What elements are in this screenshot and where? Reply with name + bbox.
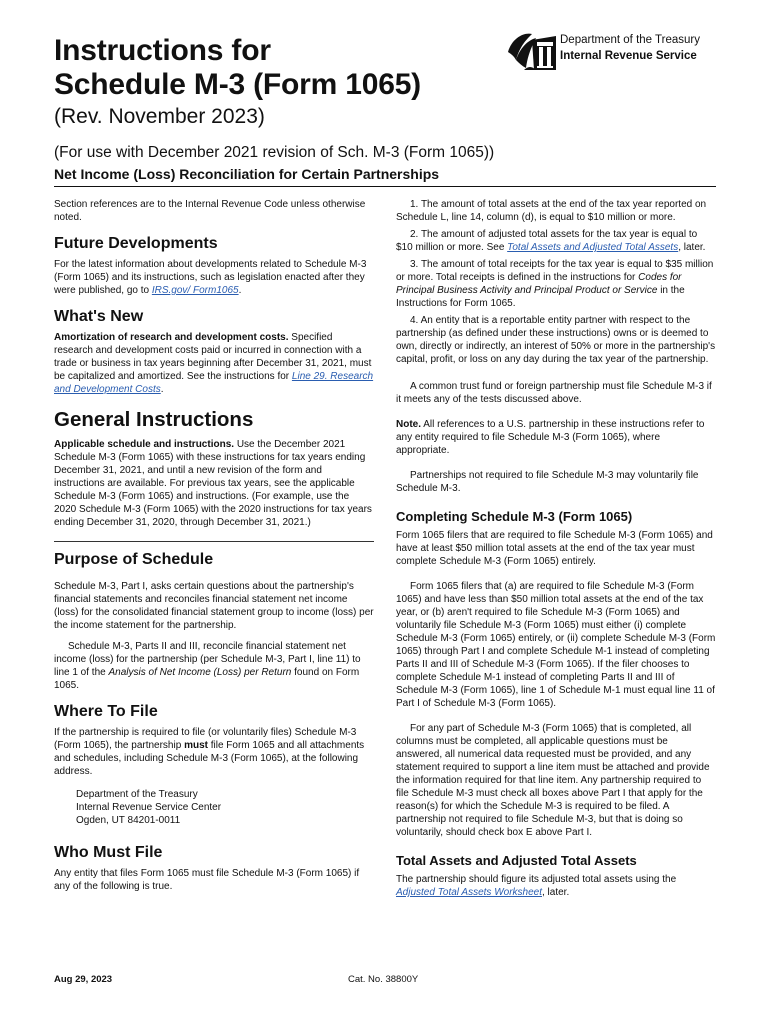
- where-to-file-heading: Where To File: [54, 703, 158, 720]
- footer-date: Aug 29, 2023: [54, 974, 113, 985]
- criterion-2: 2. The amount of adjusted total assets for the tax year is equal to $10 million or more. See Total Assets and Adjusted Total Assets, later.: [396, 229, 706, 253]
- title-line-1: Instructions for: [54, 34, 271, 67]
- total-assets-heading: Total Assets and Adjusted Total Assets: [396, 853, 637, 868]
- completing-paragraph-1: Form 1065 filers that are required to file Schedule M-3 (Form 1065) and have at least $50 million total assets at the end of the tax year must complete Schedule M-3 (Form 1065) entirely.: [396, 530, 713, 567]
- agency-line-1: Department of the Treasury: [560, 34, 700, 46]
- completing-paragraph-2: Form 1065 filers that (a) are required to file Schedule M-3 (Form 1065) and have less than $50 million total assets at the end of the tax year, or (b) aren't required to file Schedule M-3 (Form 1065) and voluntarily file Schedule M-3 (Form 1065) must either (i) complete Schedule M-3 (Form 1065) entirely, or (ii) complete Schedule M-3 (Form 1065) through Part I and complete Schedule M-1 instead of completing Parts II and III of Schedule M-3 (Form 1065). If the filer chooses to complete Schedule M-1 instead of completing Parts II and III of Schedule M-3 (Form 1065), line 1 of Schedule M-1 must equal line 11 of Part I of Schedule M-3 (Form 1065).: [396, 581, 716, 709]
- agency-block: [560, 32, 700, 64]
- right-column: [396, 198, 716, 899]
- line-29-link[interactable]: Line 29. Research and Development Costs: [54, 371, 374, 395]
- future-developments-paragraph: For the latest information about developments related to Schedule M-3 (Form 1065) and its instructions, such as legislation enacted after they were published, go to IRS.gov/ Form1065.: [54, 259, 367, 296]
- revision-date: (Rev. November 2023): [54, 105, 265, 128]
- whats-new-heading: What's New: [54, 308, 144, 325]
- document-title: [54, 34, 421, 102]
- irs-eagle-logo-icon: [506, 30, 558, 74]
- section-rule: [54, 541, 374, 542]
- note-paragraph: Note. All references to a U.S. partnership in these instructions refer to any entity required to file Schedule M-3 (Form 1065), where appropriate.: [396, 419, 705, 456]
- agency-line-2: Internal Revenue Service: [560, 50, 697, 62]
- who-must-file-heading: Who Must File: [54, 844, 163, 861]
- header-rule: [54, 186, 716, 187]
- completing-paragraph-3: For any part of Schedule M-3 (Form 1065) that is completed, all columns must be completed, all applicable questions must be answered, all numerical data requested must be provided, and any statement required to support a line item must be attached and provide the information required for that line item. Any partnership required to file Schedule M-3 must check all boxes above Part I that apply for the reason(s) for which the Schedule M-3 is required to be filed. A partnership not required to file Schedule M-3, but that is doing so voluntarily, should check box E above Part I.: [396, 723, 710, 838]
- voluntary-paragraph: Partnerships not required to file Schedule M-3 may voluntarily file Schedule M-3.: [396, 470, 699, 494]
- adjusted-total-assets-worksheet-link[interactable]: Adjusted Total Assets Worksheet: [396, 887, 542, 898]
- purpose-paragraph-2: Schedule M-3, Parts II and III, reconcile financial statement net income (loss) for the partnership (per Schedule M-3, Part I, line 11) to line 1 of the Analysis of Net Income (Loss) per Return found on Form 1065.: [54, 641, 361, 691]
- criterion-4: 4. An entity that is a reportable entity partner with respect to the partnership (as defined under these instructions) owns or is deemed to own, directly or indirectly, an interest of 50% or more in the partnership's capital, profit, or loss on any day during the tax year of the partnership.: [396, 315, 716, 365]
- who-must-file-paragraph: Any entity that files Form 1065 must file Schedule M-3 (Form 1065) if any of the following is true.: [54, 868, 360, 892]
- footer-catalog-number: Cat. No. 38800Y: [348, 974, 419, 985]
- address-line-3: Ogden, UT 84201-0011: [76, 815, 181, 826]
- criterion-1: 1. The amount of total assets at the end of the tax year reported on Schedule L, line 14, column (d), is equal to $10 million or more.: [396, 199, 707, 223]
- left-column: [54, 198, 374, 893]
- completing-heading: Completing Schedule M-3 (Form 1065): [396, 509, 633, 524]
- use-note: (For use with December 2021 revision of Sch. M-3 (Form 1065)): [54, 144, 495, 161]
- common-trust-paragraph: A common trust fund or foreign partnership must file Schedule M-3 if it meets any of the tests discussed above.: [396, 381, 712, 405]
- purpose-heading: Purpose of Schedule: [54, 551, 214, 568]
- address-line-2: Internal Revenue Service Center: [76, 802, 222, 813]
- general-instructions-heading: General Instructions: [54, 408, 254, 431]
- criterion-3: 3. The amount of total receipts for the tax year is equal to $35 million or more. Total receipts is defined in the instructions for Codes for Principal Business Activity and Principal Product or Service in the Instructions for Form 1065.: [396, 259, 714, 309]
- total-assets-link[interactable]: Total Assets and Adjusted Total Assets: [507, 242, 679, 253]
- where-to-file-paragraph: If the partnership is required to file (or voluntarily files) Schedule M-3 (Form 1065), the partnership must file Form 1065 and all attachments and schedules, including Schedule M-3 (Form 1065), at the following address.: [54, 727, 365, 777]
- intro-paragraph: Section references are to the Internal Revenue Code unless otherwise noted.: [54, 199, 366, 223]
- applicable-paragraph: Applicable schedule and instructions. Use the December 2021 Schedule M-3 (Form 1065) with these instructions for tax years ending December 31, 2021, and until a new revision of the form and instructions are available. For previous tax years, see the applicable Schedule M-3 (Form 1065) and instructions. (For example, use the 2020 Schedule M-3 (Form 1065) with the 2020 instructions for tax years ending December 31, 2020, through December 31, 2021.): [54, 439, 372, 528]
- mailing-address: [54, 788, 374, 827]
- future-developments-heading: Future Developments: [54, 235, 218, 252]
- purpose-paragraph-1: Schedule M-3, Part I, asks certain questions about the partnership's financial statements and reconciles financial statement net income (loss) for the consolidated financial statement group to income (loss) per the income statement for the partnership.: [54, 581, 374, 631]
- address-line-1: Department of the Treasury: [76, 789, 198, 800]
- total-assets-paragraph: The partnership should figure its adjusted total assets using the Adjusted Total Assets Worksheet, later.: [396, 874, 677, 898]
- amortization-paragraph: Amortization of research and development costs. Specified research and development costs paid or incurred in connection with a trade or business in tax years beginning after December 31, 2021, must be capitalized and amortized. See the instructions for Line 29. Research and Development Costs.: [54, 332, 374, 395]
- irs-form1065-link[interactable]: IRS.gov/ Form1065: [151, 285, 239, 296]
- title-line-2: Schedule M-3 (Form 1065): [54, 68, 421, 101]
- subtitle: Net Income (Loss) Reconciliation for Certain Partnerships: [54, 166, 440, 182]
